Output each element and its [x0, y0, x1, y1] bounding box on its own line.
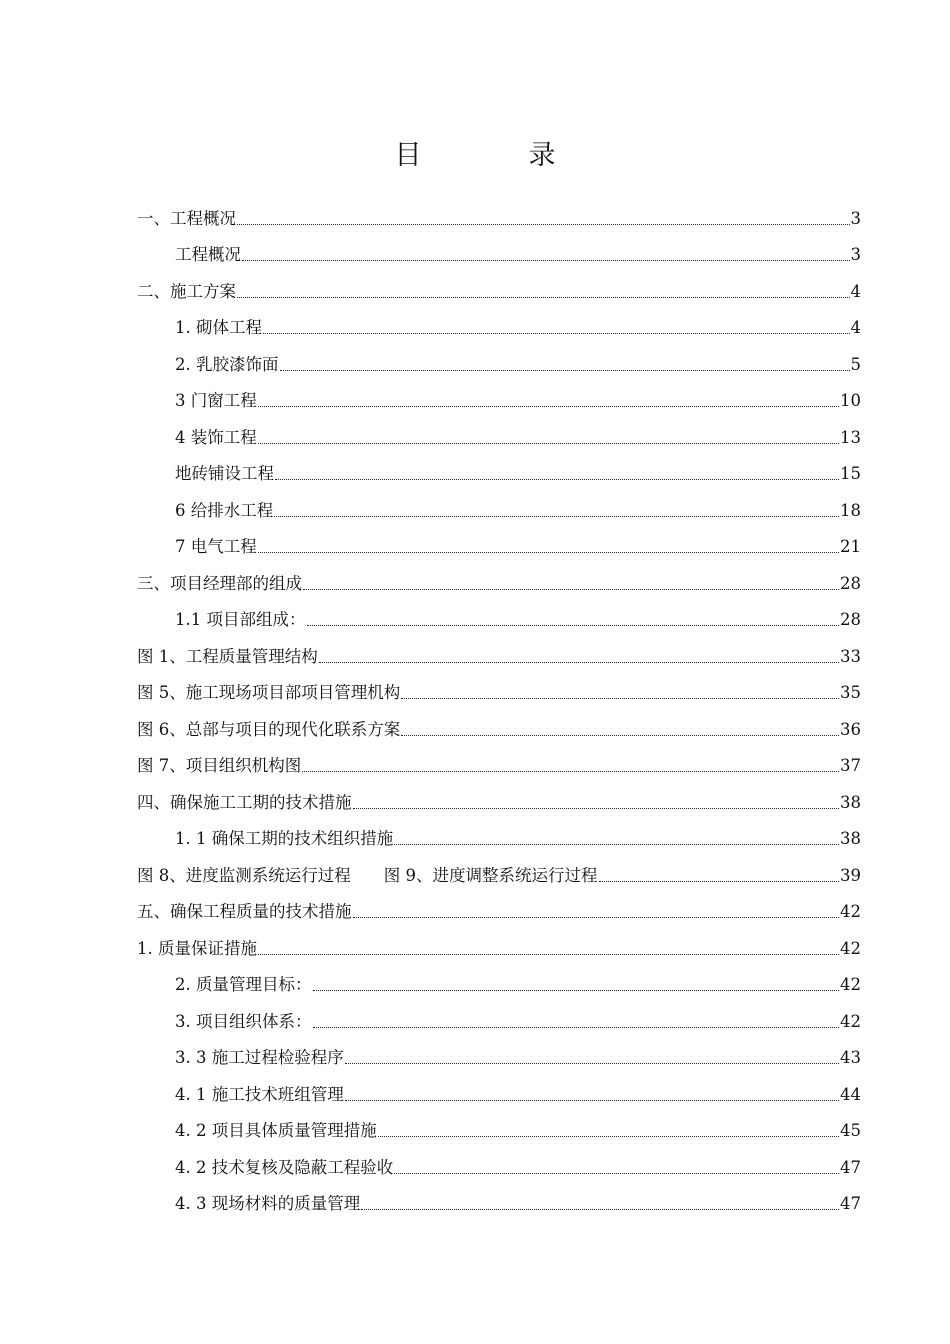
- toc-entry-label: 二、施工方案: [137, 281, 236, 301]
- toc-entry[interactable]: [137, 1032, 861, 1069]
- toc-entry-page-number: 44: [840, 1084, 861, 1104]
- toc-entry-label: 四、确保施工工期的技术措施: [137, 792, 352, 812]
- toc-entry-page-number: 18: [840, 500, 861, 520]
- toc-entry-page-number: 4: [850, 281, 861, 301]
- toc-entry[interactable]: [137, 265, 861, 302]
- toc-entry[interactable]: [137, 484, 861, 521]
- toc-entry-page-number: 45: [840, 1121, 861, 1140]
- toc-dot-leader: [280, 370, 850, 371]
- toc-entry-label: 2. 乳胶漆饰面: [175, 354, 279, 374]
- toc-entry-label: 7 电气工程: [175, 537, 257, 556]
- toc-dot-leader: [353, 808, 840, 809]
- toc-entry-page-number: 37: [840, 756, 861, 775]
- toc-entry-label: 3. 项目组织体系：: [175, 1011, 312, 1031]
- toc-entry-page-number: 38: [840, 829, 861, 848]
- toc-entry-page-number: 42: [840, 1011, 861, 1031]
- toc-dot-leader: [401, 735, 839, 736]
- toc-entry-page-number: 21: [840, 537, 861, 556]
- toc-entry[interactable]: [137, 703, 861, 740]
- toc-entry[interactable]: [137, 375, 861, 412]
- toc-entry-page-number: 15: [840, 464, 861, 483]
- toc-entry-label: 1. 1 确保工期的技术组织措施: [175, 829, 394, 848]
- toc-dot-leader: [302, 771, 839, 772]
- toc-entry-label: 图 8、进度监测系统运行过程 图 9、进度调整系统运行过程: [137, 865, 598, 885]
- toc-dot-leader: [345, 1063, 839, 1064]
- toc-dot-leader: [237, 297, 850, 298]
- toc-entry[interactable]: [137, 667, 861, 704]
- toc-dot-leader: [313, 1027, 840, 1028]
- toc-entry[interactable]: [137, 959, 861, 996]
- toc-entry-label: 4. 3 现场材料的质量管理: [175, 1194, 361, 1213]
- toc-entry-page-number: 38: [840, 792, 861, 812]
- toc-entry-label: 3 门窗工程: [175, 391, 257, 410]
- toc-entry-label: 工程概况: [175, 245, 241, 264]
- toc-dot-leader: [275, 479, 839, 480]
- toc-entry-page-number: 43: [840, 1048, 861, 1067]
- toc-dot-leader: [361, 1209, 839, 1210]
- toc-entry[interactable]: [137, 886, 861, 923]
- toc-entry-page-number: 5: [850, 354, 861, 374]
- toc-dot-leader: [242, 260, 850, 261]
- toc-entry-label: 1. 质量保证措施: [137, 938, 257, 958]
- toc-entry-page-number: 47: [840, 1157, 861, 1177]
- toc-entry[interactable]: [137, 229, 861, 266]
- toc-entry-page-number: 42: [840, 938, 861, 958]
- toc-entry-label: 地砖铺设工程: [175, 464, 274, 483]
- toc-dot-leader: [313, 990, 840, 991]
- toc-dot-leader: [345, 1100, 839, 1101]
- toc-dot-leader: [258, 552, 839, 553]
- toc-entry-label: 图 5、施工现场项目部项目管理机构: [137, 683, 401, 702]
- toc-dot-leader: [258, 954, 839, 955]
- toc-entry[interactable]: [137, 521, 861, 558]
- toc-entry[interactable]: [137, 338, 861, 375]
- toc-entry[interactable]: [137, 776, 861, 813]
- toc-entry-label: 2. 质量管理目标：: [175, 975, 312, 994]
- toc-entry-label: 一、工程概况: [137, 208, 236, 228]
- toc-entry[interactable]: [137, 302, 861, 339]
- toc-entry-label: 图 1、工程质量管理结构: [137, 646, 318, 666]
- toc-dot-leader: [237, 224, 850, 225]
- toc-dot-leader: [258, 443, 839, 444]
- toc-entry-page-number: 28: [840, 610, 861, 629]
- toc-entry-page-number: 36: [840, 719, 861, 739]
- toc-dot-leader: [599, 881, 840, 882]
- toc-entry-page-number: 28: [840, 573, 861, 593]
- toc-entry[interactable]: [137, 411, 861, 448]
- toc-entry-label: 4 装饰工程: [175, 427, 257, 447]
- toc-entry-page-number: 35: [840, 683, 861, 702]
- toc-entry[interactable]: [137, 557, 861, 594]
- toc-entry-page-number: 42: [840, 902, 861, 921]
- toc-entry-label: 三、项目经理部的组成: [137, 573, 302, 593]
- toc-entry[interactable]: [137, 448, 861, 485]
- toc-entry-label: 图 7、项目组织机构图: [137, 756, 302, 775]
- toc-entry[interactable]: [137, 849, 861, 886]
- toc-entry-page-number: 13: [840, 427, 861, 447]
- toc-entry[interactable]: [137, 995, 861, 1032]
- toc-entry[interactable]: [137, 1068, 861, 1105]
- toc-entry-label: 4. 2 技术复核及隐蔽工程验收: [175, 1157, 394, 1177]
- toc-entry-page-number: 42: [840, 975, 861, 994]
- toc-entry[interactable]: [137, 594, 861, 631]
- toc-dot-leader: [263, 333, 850, 334]
- toc-entry[interactable]: [137, 813, 861, 850]
- toc-entry-page-number: 47: [840, 1194, 861, 1213]
- toc-dot-leader: [394, 1173, 839, 1174]
- toc-entry[interactable]: [137, 740, 861, 777]
- toc-dot-leader: [303, 589, 839, 590]
- toc-entry-label: 6 给排水工程: [175, 500, 274, 520]
- toc-entry-page-number: 3: [850, 245, 861, 264]
- toc-entry[interactable]: [137, 630, 861, 667]
- toc-entry[interactable]: [137, 1178, 861, 1215]
- toc-entry[interactable]: [137, 192, 861, 229]
- toc-dot-leader: [307, 625, 840, 626]
- toc-entry-label: 五、确保工程质量的技术措施: [137, 902, 352, 921]
- toc-entry-label: 4. 1 施工技术班组管理: [175, 1084, 344, 1104]
- toc-entry[interactable]: [137, 1141, 861, 1178]
- toc-entry-page-number: 39: [840, 865, 861, 885]
- toc-dot-leader: [401, 698, 839, 699]
- toc-entry-label: 图 6、总部与项目的现代化联系方案: [137, 719, 401, 739]
- toc-list: [137, 192, 861, 1214]
- toc-dot-leader: [258, 406, 839, 407]
- toc-dot-leader: [319, 662, 839, 663]
- toc-entry[interactable]: [137, 922, 861, 959]
- toc-entry-label: 1. 砌体工程: [175, 318, 262, 337]
- toc-entry-label: 1.1 项目部组成：: [175, 610, 306, 629]
- toc-dot-leader: [353, 917, 840, 918]
- toc-dot-leader: [378, 1136, 839, 1137]
- toc-entry-page-number: 3: [850, 208, 861, 228]
- toc-entry-label: 3. 3 施工过程检验程序: [175, 1048, 344, 1067]
- toc-entry-page-number: 10: [840, 391, 861, 410]
- toc-dot-leader: [394, 844, 839, 845]
- toc-entry-page-number: 4: [850, 318, 861, 337]
- toc-title: 目 录: [394, 140, 596, 171]
- toc-entry-page-number: 33: [840, 646, 861, 666]
- toc-entry-label: 4. 2 项目具体质量管理措施: [175, 1121, 377, 1140]
- toc-dot-leader: [274, 516, 839, 517]
- toc-entry[interactable]: [137, 1105, 861, 1142]
